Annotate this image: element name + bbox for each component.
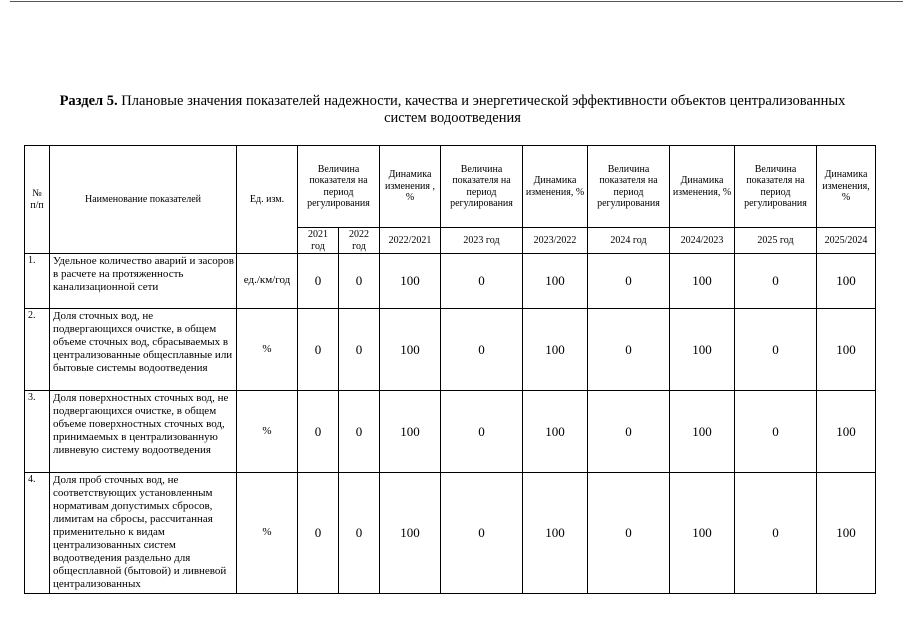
value-2023: 0 xyxy=(441,473,523,594)
row-number: 1. xyxy=(25,254,50,309)
header-magnitude-2025: Величина показателя на период регулирования xyxy=(735,146,817,228)
value-2021: 0 xyxy=(298,473,339,594)
indicator-name-text: Доля проб сточных вод, не соответствующих установленным нормативам допустимых сбросов, лимитам на сбросы, рассчитанная применительно к видам централизованных систем водоотведения раздельно для общесплавной (бытовой) и ливневой централизованных xyxy=(53,474,227,590)
indicator-name xyxy=(50,473,237,594)
row-number: 3. xyxy=(25,391,50,473)
table-row xyxy=(25,254,876,309)
page-title xyxy=(40,93,865,127)
dynamics-2025: 100 xyxy=(817,254,876,309)
header-dynamics-2024: Динамика изменения, % xyxy=(670,146,735,228)
table-row xyxy=(25,309,876,391)
dynamics-2023: 100 xyxy=(523,473,588,594)
dynamics-2025: 100 xyxy=(817,473,876,594)
value-2023: 0 xyxy=(441,391,523,473)
value-2025: 0 xyxy=(735,309,817,391)
table-row xyxy=(25,473,876,594)
dynamics-2022: 100 xyxy=(380,391,441,473)
value-2025: 0 xyxy=(735,473,817,594)
header-magnitude-2023: Величина показателя на период регулирования xyxy=(441,146,523,228)
indicator-name: Удельное количество аварий и засоров в расчете на протяженность канализационной сети xyxy=(50,254,237,309)
dynamics-2023: 100 xyxy=(523,391,588,473)
dynamics-2022: 100 xyxy=(380,309,441,391)
header-row xyxy=(25,146,876,228)
value-2022: 0 xyxy=(339,391,380,473)
indicator-unit: % xyxy=(237,391,298,473)
value-2024: 0 xyxy=(588,391,670,473)
row-number: 2. xyxy=(25,309,50,391)
header-dynamics-2022: Динамика изменения , % xyxy=(380,146,441,228)
value-2024: 0 xyxy=(588,254,670,309)
indicator-unit: % xyxy=(237,309,298,391)
section-label: Раздел 5. xyxy=(59,93,118,109)
section-title: Плановые значения показателей надежности, качества и энергетической эффективности объектов централизованных систем водоотведения xyxy=(117,93,846,126)
value-2021: 0 xyxy=(298,309,339,391)
indicator-name: Доля сточных вод, не подвергающихся очистке, в общем объеме сточных вод, сбрасываемых в централизованные общесплавные или бытовые системы водоотведения xyxy=(50,309,237,391)
table-row xyxy=(25,391,876,473)
indicator-unit: ед./км/год xyxy=(237,254,298,309)
subheader-2024: 2024 год xyxy=(588,228,670,254)
value-2024: 0 xyxy=(588,309,670,391)
header-magnitude-2024: Величина показателя на период регулирования xyxy=(588,146,670,228)
indicator-unit: % xyxy=(237,473,298,594)
dynamics-2025: 100 xyxy=(817,309,876,391)
header-num: № п/п xyxy=(25,146,50,254)
dynamics-2024: 100 xyxy=(670,391,735,473)
subheader-2023: 2023 год xyxy=(441,228,523,254)
value-2025: 0 xyxy=(735,391,817,473)
dynamics-2024: 100 xyxy=(670,254,735,309)
subheader-d2023: 2023/2022 xyxy=(523,228,588,254)
dynamics-2024: 100 xyxy=(670,473,735,594)
value-2023: 0 xyxy=(441,309,523,391)
subheader-2025: 2025 год xyxy=(735,228,817,254)
dynamics-2024: 100 xyxy=(670,309,735,391)
subheader-2022: 2022 год xyxy=(339,228,380,254)
subheader-d2025: 2025/2024 xyxy=(817,228,876,254)
value-2021: 0 xyxy=(298,254,339,309)
dynamics-2023: 100 xyxy=(523,254,588,309)
value-2022: 0 xyxy=(339,254,380,309)
value-2024: 0 xyxy=(588,473,670,594)
dynamics-2025: 100 xyxy=(817,391,876,473)
value-2025: 0 xyxy=(735,254,817,309)
value-2022: 0 xyxy=(339,309,380,391)
subheader-d2024: 2024/2023 xyxy=(670,228,735,254)
header-name: Наименование показателей xyxy=(50,146,237,254)
header-dynamics-2023: Динамика изменения, % xyxy=(523,146,588,228)
top-border-line xyxy=(10,1,903,2)
header-unit: Ед. изм. xyxy=(237,146,298,254)
value-2022: 0 xyxy=(339,473,380,594)
indicators-table xyxy=(24,145,876,594)
indicator-name: Доля поверхностных сточных вод, не подвергающихся очистке, в общем объеме поверхностных сточных вод, принимаемых в централизованную ливневую систему водоотведения xyxy=(50,391,237,473)
header-dynamics-2025: Динамика изменения, % xyxy=(817,146,876,228)
row-number: 4. xyxy=(25,473,50,594)
dynamics-2023: 100 xyxy=(523,309,588,391)
dynamics-2022: 100 xyxy=(380,473,441,594)
dynamics-2022: 100 xyxy=(380,254,441,309)
subheader-d2022: 2022/2021 xyxy=(380,228,441,254)
value-2023: 0 xyxy=(441,254,523,309)
header-magnitude-2021-2022: Величина показателя на период регулирования xyxy=(298,146,380,228)
value-2021: 0 xyxy=(298,391,339,473)
subheader-2021: 2021 год xyxy=(298,228,339,254)
